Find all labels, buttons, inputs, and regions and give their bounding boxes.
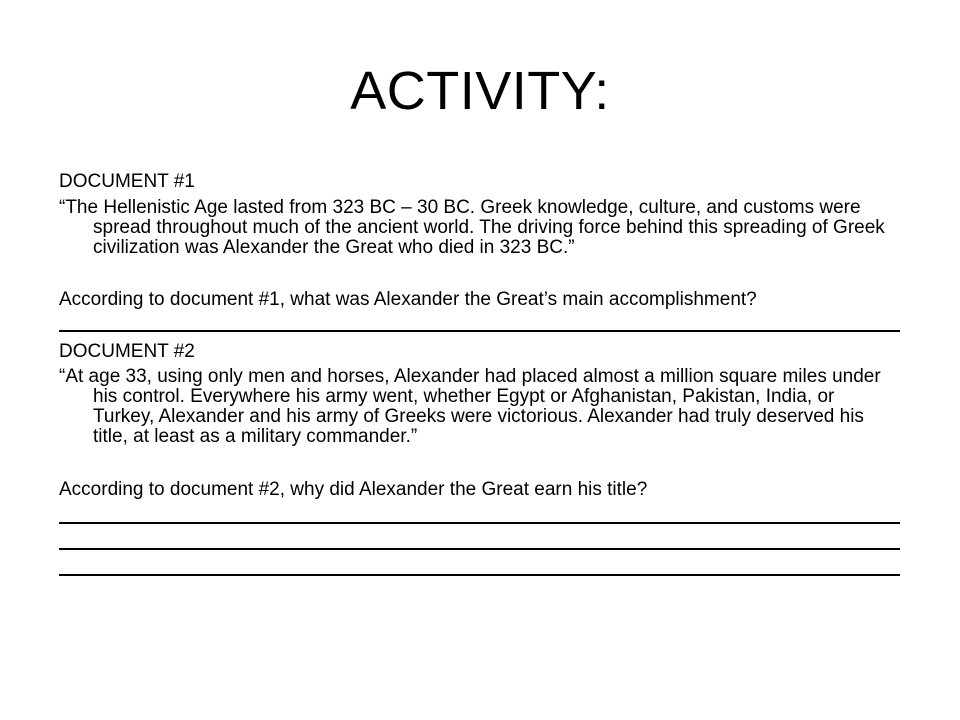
answer-line-1 (59, 330, 900, 332)
answer-line-2 (59, 522, 900, 524)
answer-line-3 (59, 548, 900, 550)
document-2-question: According to document #2, why did Alexander the Great earn his title? (59, 479, 648, 500)
document-1-heading: DOCUMENT #1 (59, 171, 195, 192)
document-2-heading: DOCUMENT #2 (59, 341, 195, 362)
slide-title: ACTIVITY: (350, 61, 610, 121)
document-2-quote: “At age 33, using only men and horses, Alexander had placed almost a million square miles under his control. Everywhere his army went, whether Egypt or Afghanistan, Pakistan, India, or Turkey, Alexander and his army of Greeks were victorious. Alexander had truly deserved his title, at least as a military commander.” (59, 366, 881, 447)
document-1-question: According to document #1, what was Alexander the Great’s main accomplishment? (59, 289, 757, 310)
answer-line-4 (59, 574, 900, 576)
document-1-quote: “The Hellenistic Age lasted from 323 BC – 30 BC. Greek knowledge, culture, and customs were spread throughout much of the ancient world. The driving force behind this spreading of Greek civilization was Alexander the Great who died in 323 BC.” (59, 197, 885, 258)
